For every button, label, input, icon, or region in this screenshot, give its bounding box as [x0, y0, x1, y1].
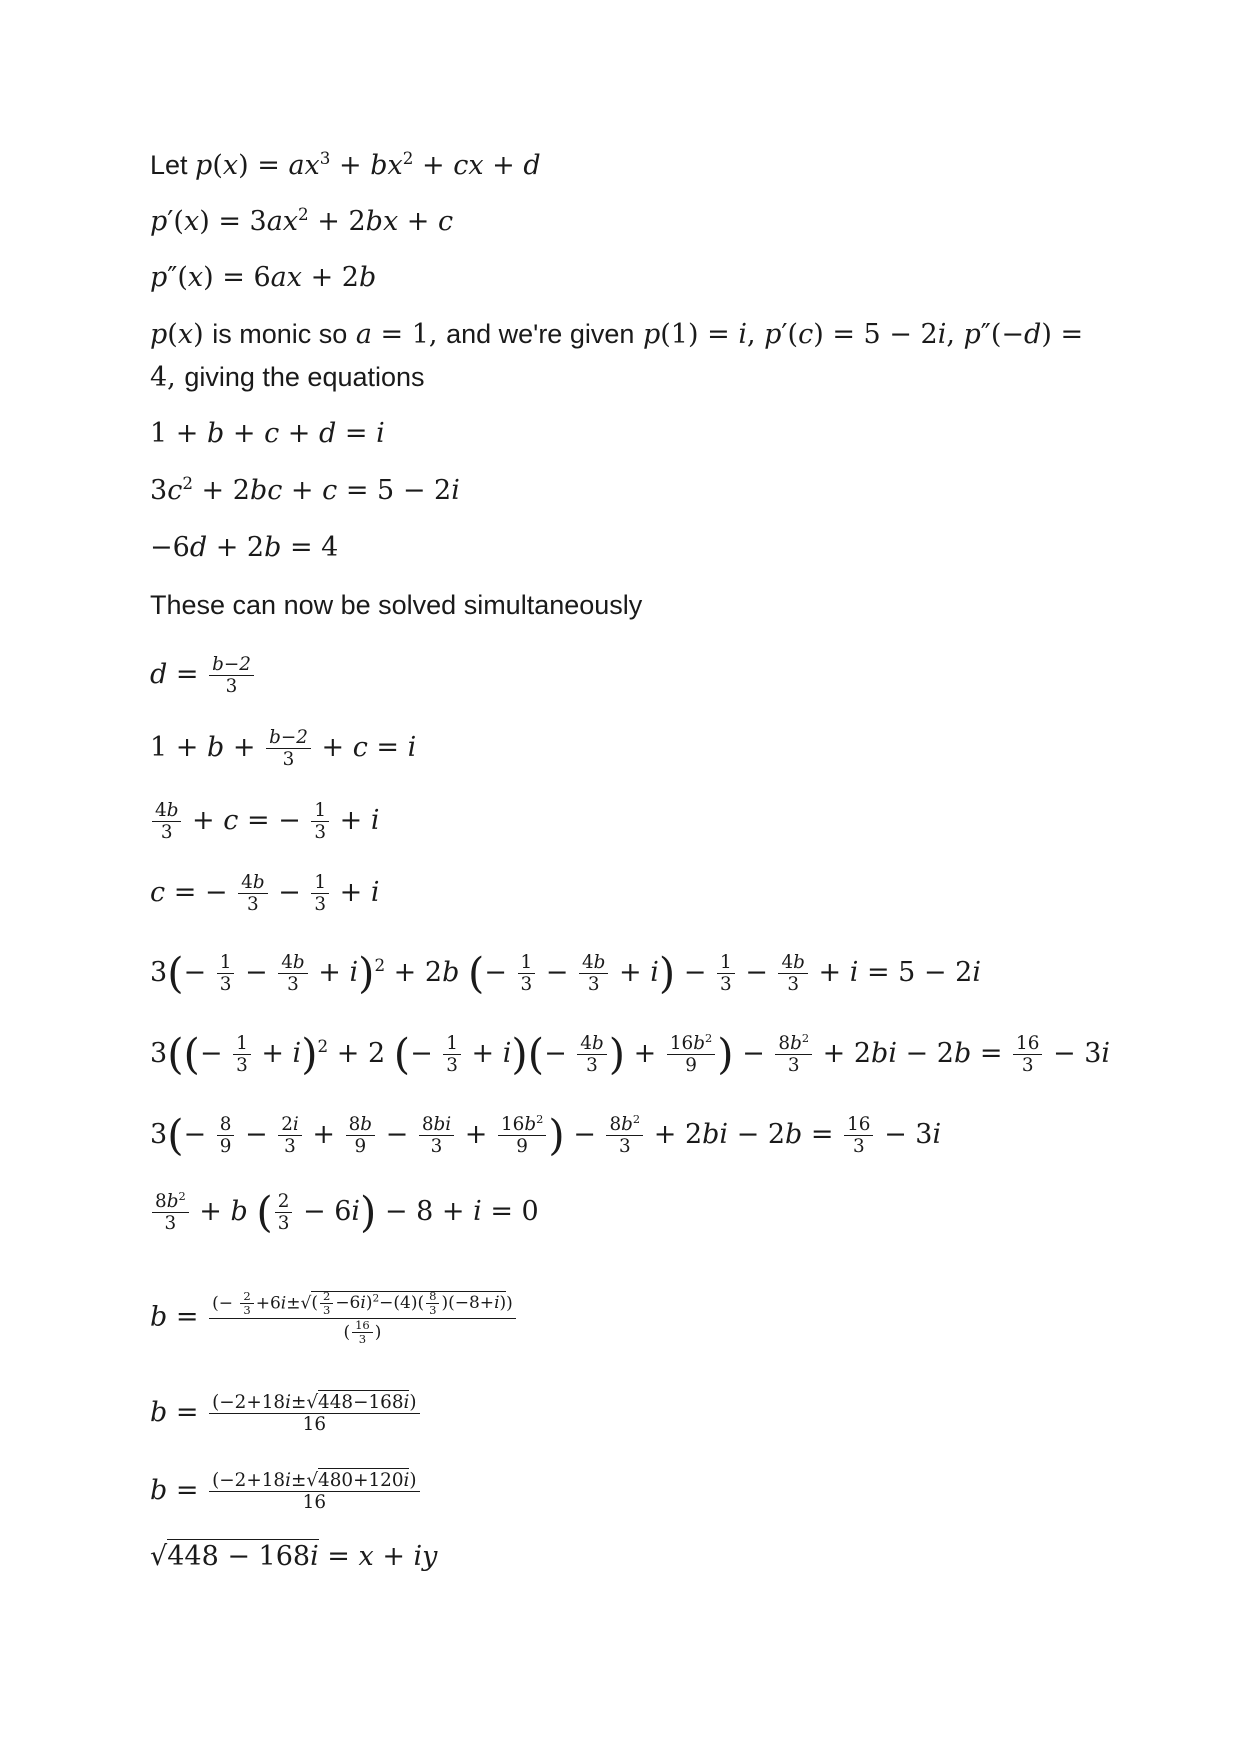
equation-b-simplified: b = $\frac{(-2+18i\pm√448-168i)}{16}$ [150, 1392, 422, 1435]
equation-c: c = − $\frac{4b}{3}$ − $\frac{1}{3}$ + i [150, 872, 380, 916]
equation-square-root: √448 − 168i = x + iy [150, 1541, 438, 1572]
equation-quadratic: $\frac{8b^2}{3}$ + b ( $\frac{2}{3}$ − 6i) − 8 + i = 0 [150, 1191, 539, 1234]
line-first-derivative: $p'(x) = 3ax^2 + 2bx + c$ [150, 203, 454, 237]
equation-substituted: 1 + b + $\frac{b-2}{3}$ + c = i [150, 727, 417, 771]
line-second-derivative: p″(x) = 6ax + 2b [150, 262, 377, 293]
line-definition: Let $p(x) = ax^3 + bx^2$ + cx + d [150, 147, 541, 181]
let-text: Let [150, 150, 196, 180]
equation-simplified: $\frac{4b}{3}$ + c = − $\frac{1}{3}$ + i [150, 800, 380, 843]
equation-quadratic-formula: b = (− $\frac{2}{3}$ +6i±√( $\frac{2}{3}$ −6i)$^2$−(4)( $\frac{8}{3}$ )(−8+i)) ( $\frac{16}{3}$ ) [150, 1290, 518, 1346]
line-conditions: p(x) is monic so a = 1, and we're given p(1) = i, p′(c) = 5 − 2i, p″(−d) = [150, 319, 1084, 350]
equation-d: d = $\frac{b-2}{3}$ [150, 654, 256, 697]
equation-expanded-2: 3((− $\frac{1}{3}$ + i)$^2$ + 2 (− $\frac{1}{3}$ + i)(− $\frac{4b}{3}$ ) + $\frac{16b^2}{9}$ ) − $\frac{8b^2}{3}$ + 2bi − 2b = $\frac{16}{3}$ − 3i [150, 1029, 1111, 1079]
equation-1: 1 + b + c + d = i [150, 418, 385, 449]
equation-expanded-3: 3(− $\frac{8}{9}$ − $\frac{2i}{3}$ + $\frac{8b}{9}$ − $\frac{8bi}{3}$ + $\frac{16b^2}{9}$ ) − $\frac{8b^2}{3}$ + 2bi − 2b = $\frac{16}{3}$ − 3i [150, 1110, 942, 1160]
equation-expanded-1: 3(− $\frac{1}{3}$ − $\frac{4b}{3}$ + i)$^2$ + 2b (− $\frac{1}{3}$ − $\frac{4b}{3}$ + i) − $\frac{1}{3}$ − $\frac{4b}{3}$ + i = 5 − 2i [150, 948, 981, 998]
equation-2: $3c^2 + 2bc + c = 5 - 2i$ [150, 472, 460, 506]
line-giving-equations: 4, giving the equations [150, 362, 425, 393]
line-solve-text: These can now be solved simultaneously [150, 590, 643, 620]
equation-3: −6d + 2b = 4 [150, 532, 339, 563]
equation-b-alternative: b = $\frac{(-2+18i\pm√480+120i)}{16}$ [150, 1470, 422, 1513]
